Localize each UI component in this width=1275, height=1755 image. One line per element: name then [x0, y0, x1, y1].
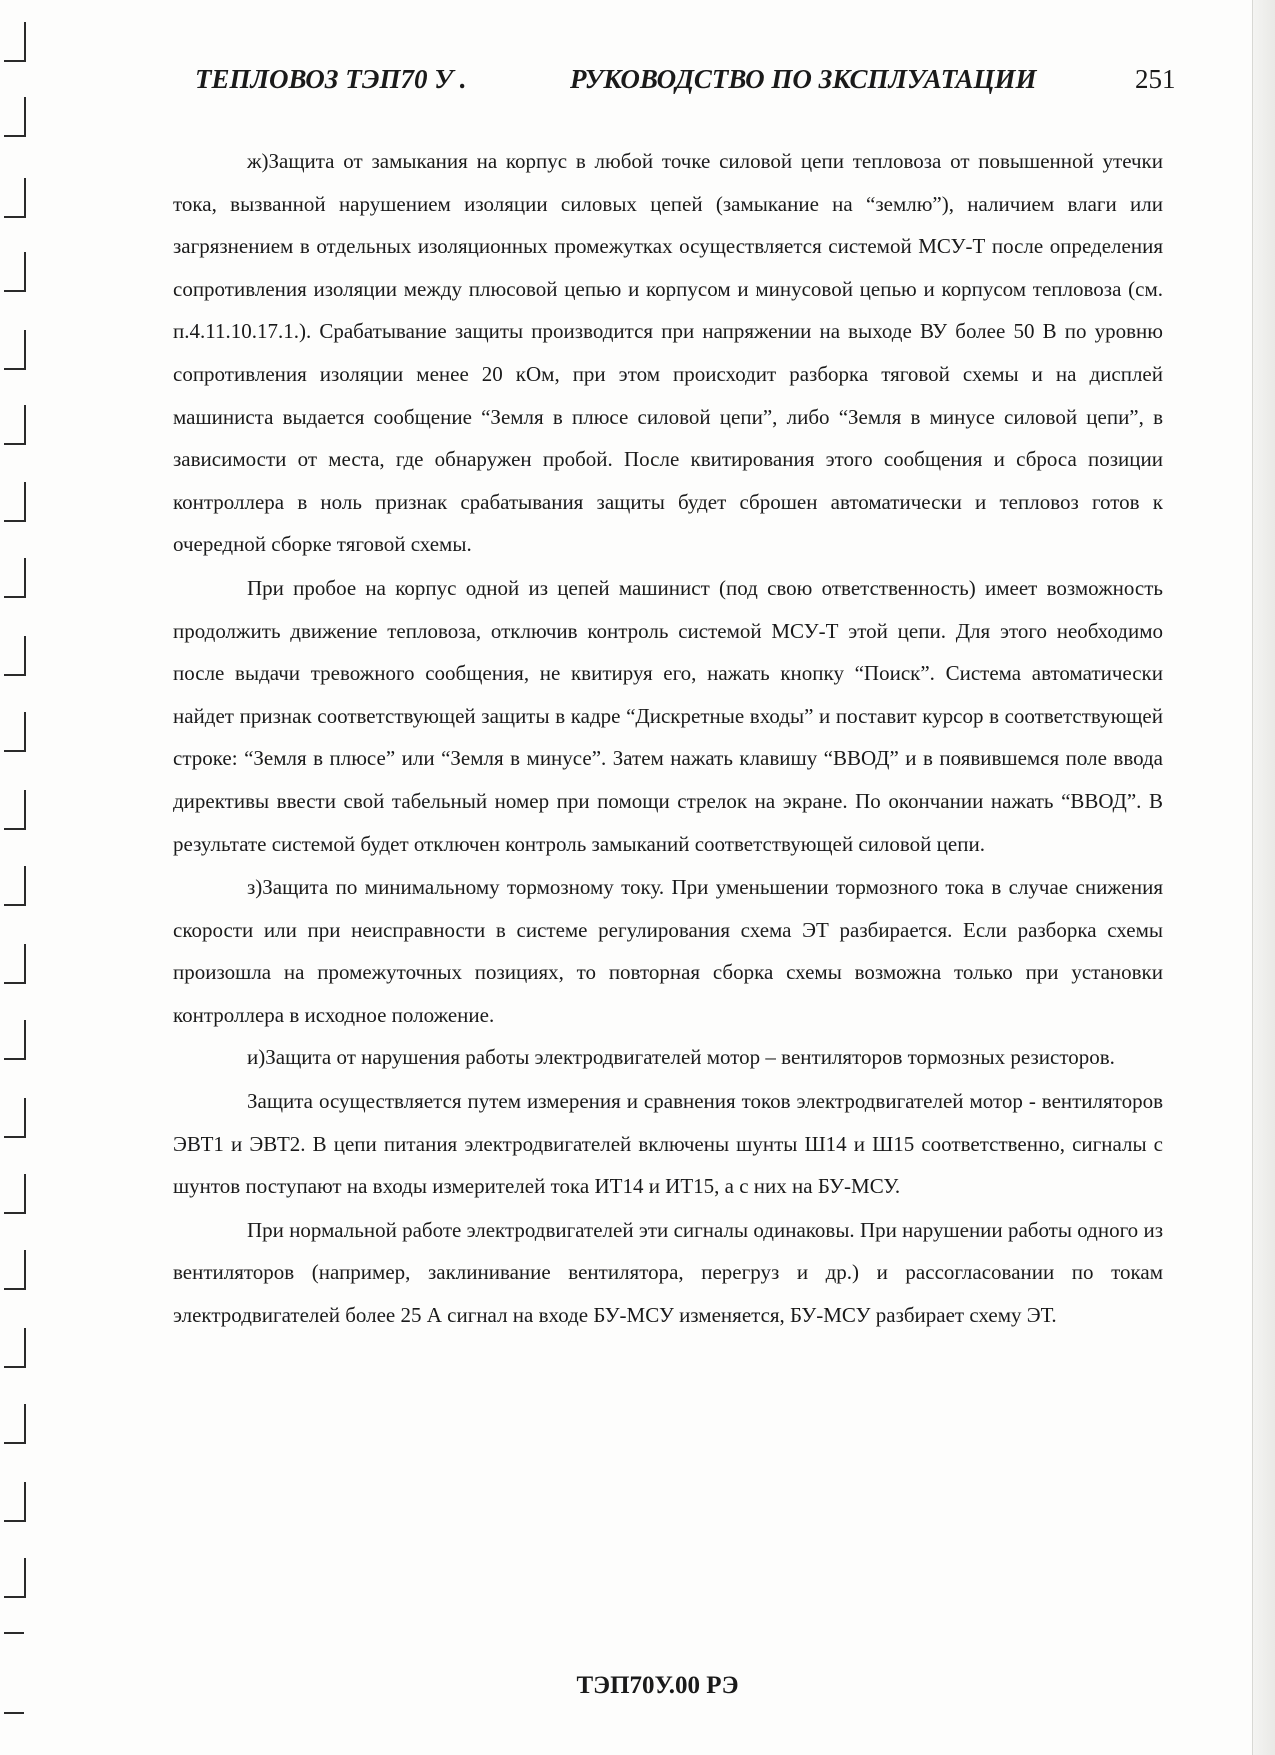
- spiral-binding: [0, 0, 40, 1755]
- binding-mark: [4, 636, 26, 676]
- binding-mark: [4, 866, 26, 906]
- binding-mark: [4, 97, 26, 137]
- binding-mark: [4, 558, 26, 598]
- binding-tick: [4, 1632, 24, 1634]
- paragraph-i-protection: и)Защита от нарушения работы электродвигателей мотор – вентиляторов тормозных резисторов.: [247, 1045, 1115, 1070]
- binding-mark: [4, 1020, 26, 1060]
- paragraph-z-protection: з)Защита по минимальному тормозному току. При уменьшении тормозного тока в случае снижения скорости или при неисправности в системе регулирования схема ЭТ разбирается. Если разборка схемы произошла на промежуточных позициях, то повторная сборка схемы возможна только при установки контроллера в исходное положение.: [173, 875, 1163, 1027]
- binding-mark: [4, 712, 26, 752]
- binding-mark: [4, 1174, 26, 1214]
- binding-mark: [4, 252, 26, 292]
- page-number: 251: [1135, 64, 1176, 94]
- binding-mark: [4, 1404, 26, 1444]
- binding-mark: [4, 178, 26, 218]
- header-title: ТЕПЛОВОЗ ТЭП70 У .: [195, 64, 467, 94]
- binding-mark: [4, 1328, 26, 1368]
- binding-mark: [4, 944, 26, 984]
- binding-mark: [4, 1250, 26, 1290]
- binding-mark: [4, 790, 26, 830]
- binding-mark: [4, 330, 26, 370]
- paragraph-breakdown: При пробое на корпус одной из цепей машинист (под свою ответственность) имеет возможность продолжить движение тепловоза, отключив контроль системой МСУ-Т этой цепи. Для этого необходимо после выдачи тревожного сообщения, не квитируя его, нажать кнопку “Поиск”. Система автоматически найдет признак соответствующей защиты в кадре “Дискретные входы” и поставит курсор в соответствующей строке: “Земля в плюсе” или “Земля в минусе”. Затем нажать клавишу “ВВОД” и в появившемся поле ввода директивы ввести свой табельный номер при помощи стрелок на экране. По окончании нажать “ВВОД”. В результате системой будет отключен контроль замыканий соответствующей силовой цепи.: [173, 575, 1163, 856]
- paragraph-zh-protection: ж)Защита от замыкания на корпус в любой точке силовой цепи тепловоза от повышенной утечки тока, вызванной нарушением изоляции силовых цепей (замыкание на “землю”), наличием влаги или загрязнением в отдельных изоляционных промежутках осуществляется системой МСУ-Т после определения сопротивления изоляции между плюсовой цепью и корпусом и минусовой цепью и корпусом тепловоза (см. п.4.11.10.17.1.). Срабатывание защиты производится при напряжении на выходе ВУ более 50 В по уровню сопротивления изоляции менее 20 кОм, при этом происходит разборка тяговой схемы и на дисплей машиниста выдается сообщение “Земля в плюсе силовой цепи”, либо “Земля в минусе силовой цепи”, в зависимости от места, где обнаружен пробой. После квитирования этого сообщения и сброса позиции контроллера в ноль признак срабатывания защиты будет сброшен автоматически и тепловоз готов к очередной сборке тяговой схемы.: [173, 149, 1163, 557]
- binding-mark: [4, 22, 26, 62]
- paragraph-normal-operation: При нормальной работе электродвигателей эти сигналы одинаковы. При нарушении работы одного из вентиляторов (например, заклинивание вентилятора, перегруз и др.) и рассогласовании по токам электродвигателей более 25 А сигнал на входе БУ-МСУ изменяется, БУ-МСУ разбирает схему ЭТ.: [173, 1217, 1163, 1328]
- running-header: [195, 64, 1175, 104]
- binding-mark: [4, 1482, 26, 1522]
- binding-mark: [4, 1558, 26, 1598]
- binding-mark: [4, 1098, 26, 1138]
- page-edge: [1252, 0, 1275, 1755]
- document-code: ТЭП70У.00 РЭ: [576, 1672, 739, 1699]
- binding-mark: [4, 405, 26, 445]
- binding-mark: [4, 482, 26, 522]
- body-text: [173, 140, 1163, 1337]
- binding-tick: [4, 1712, 24, 1714]
- paragraph-measurement: Защита осуществляется путем измерения и сравнения токов электродвигателей мотор - вентиляторов ЭВТ1 и ЭВТ2. В цепи питания электродвигателей включены шунты Ш14 и Ш15 соответственно, сигналы с шунтов поступают на входы измерителей тока ИТ14 и ИТ15, а с них на БУ-МСУ.: [173, 1089, 1163, 1199]
- header-subtitle: РУКОВОДСТВО ПО ЗКСПЛУАТАЦИИ: [570, 64, 1037, 94]
